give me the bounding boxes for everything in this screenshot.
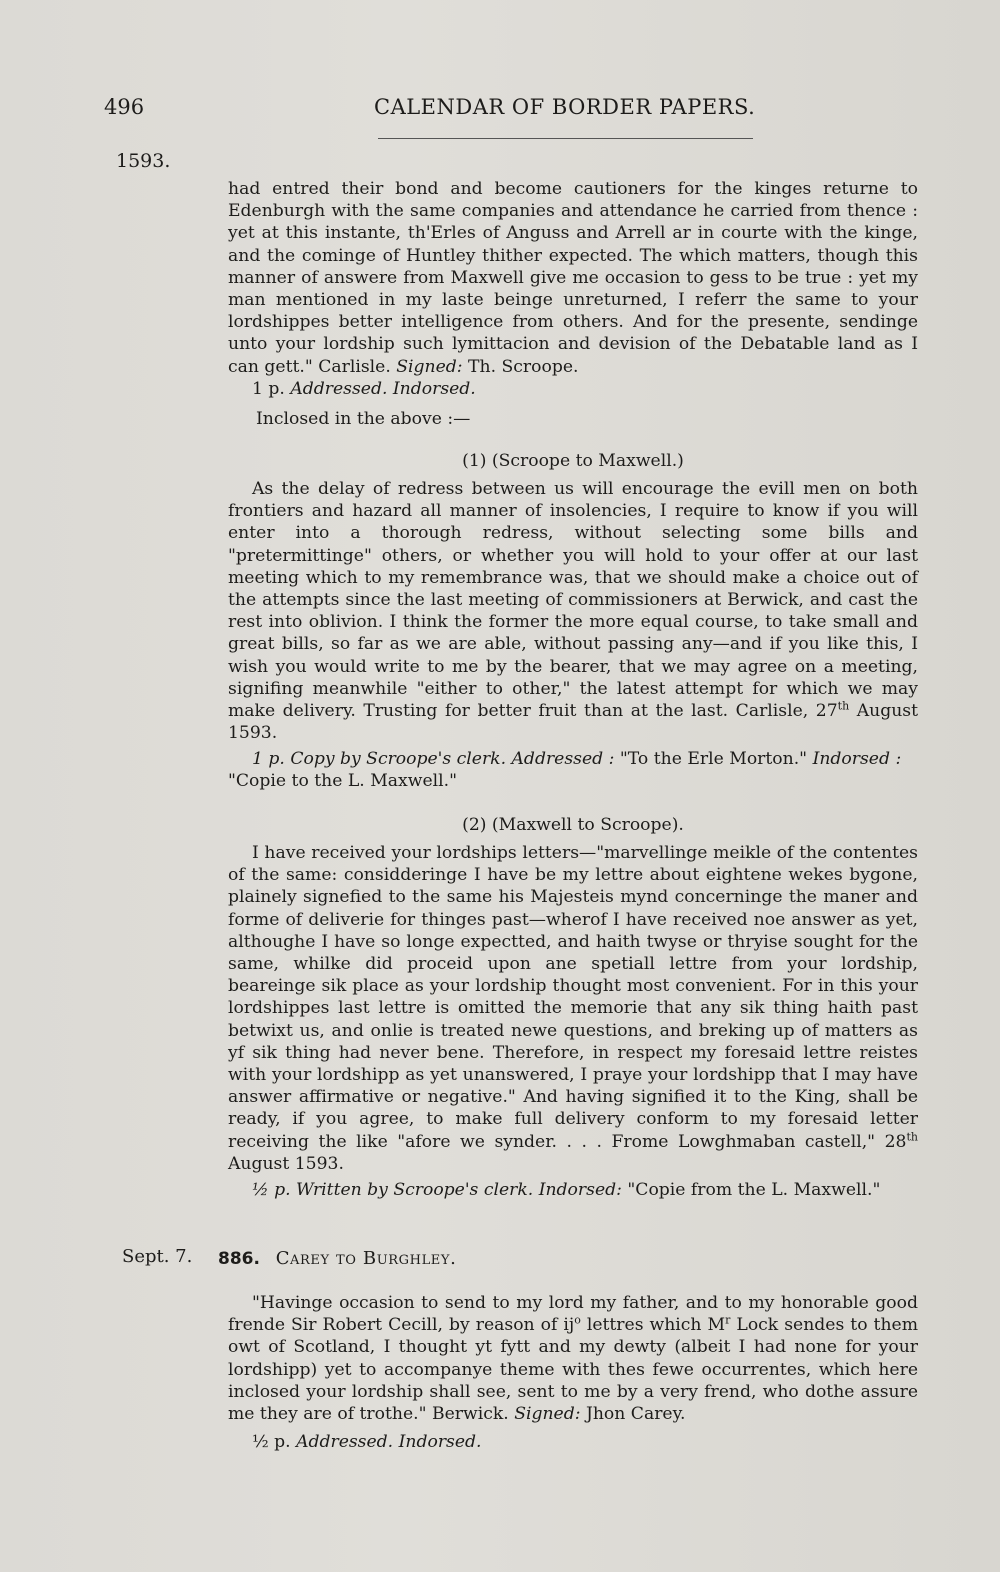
enclosure-1-date-sup: th — [837, 699, 850, 713]
enclosure-2-note-lead: ½ p. Written by Scroope's clerk. Indorsed: — [252, 1180, 622, 1201]
enclosure-1-note-indorsed: Indorsed : — [812, 749, 902, 770]
enclosure-2-heading: (2) (Maxwell to Scroope). — [462, 815, 684, 835]
enclosure-2-note-quote: "Copie from the L. Maxwell." — [627, 1180, 881, 1201]
entry-886-date: Sept. 7. — [122, 1246, 193, 1267]
year-marginal: 1593. — [116, 150, 171, 172]
signed-label: Signed: — [396, 356, 463, 377]
entry-886-title: Carey to Burghley. — [275, 1248, 457, 1269]
entry-886-text-b: lettres which M — [580, 1315, 726, 1336]
entry-886-text-c: Lock sendes to them owt of Scotland, I thought yt fytt and my dewty (albeit I had none for your lordshipp) yet to accompanye theme with thes fewe occurrentes, which here inclosed your lordship shall see, sent to me by a very frend, who dothe assure me they are of trothe." Berwick. — [228, 1315, 918, 1425]
enclosure-1-note-lead: 1 p. Copy by Scroope's clerk. Addressed : — [252, 749, 615, 770]
continuation-text: had entred their bond and become cautioners for the kinges returne to Edenburgh with the same companies and attendance he carried from thence : yet at this instante, th'Erles of Anguss and Arrell ar in courte with the kinge, and the cominge of Huntley thither expected. The which matters, though this manner of answere from Maxwell give me occasion to gess to be true : yet my man mentioned in my laste beinge unreturned, I referr the same to your lordshippes better intelligence from others. And for the presente, sendinge unto your lordship such lymittacion and devision of the Debatable land as I can gett." Carlisle. — [228, 179, 918, 377]
entry-886-paragraph — [228, 1292, 918, 1425]
continuation-block — [228, 178, 918, 430]
entry-886-note-extent: ½ p. — [252, 1432, 291, 1453]
page-number: 496 — [104, 95, 145, 119]
continuation-note — [228, 378, 918, 400]
signed-name: Th. Scroope. — [468, 356, 579, 377]
enclosure-2-text: I have received your lordships letters—"marvellinge meikle of the contentes of the same: considderinge I have be my lettre about eightene wekes bygone, plainely signefied to the same his Majesteis mynd concerninge the maner and forme of deliverie for thinges past—wherof I have received noe answer as yet, althoughe I have so longe expectted, and haith twyse or thryise sought for the same, whilke did proceid upon ane spetiall lettre from your lordship, beareinge sik place as your lordship thought most convenient. For in this your lordshippes last lettre is omitted the memorie that any sik thing haith past betwixt us, and onlie is treated newe questions, and breking up of matters as yf sik thing had never bene. Therefore, in respect my foresaid lettre reistes with your lordshipp as yet unanswered, I praye your lordshipp that I may have answer affirmative or negative." And having signified it to the King, shall be ready, if you agree, to make full delivery conform to my foresaid letter receiving the like "afore we synder. . . . Frome Lowghmaban castell," — [228, 843, 918, 1152]
header-rule — [378, 138, 753, 139]
continuation-paragraph — [228, 178, 918, 378]
enclosure-1-paragraph — [228, 478, 918, 744]
enclosure-1-note-quote-1: "To the Erle Morton." — [619, 749, 808, 770]
enclosure-1-text: As the delay of redress between us will encourage the evill men on both frontiers and hazard all manner of insolencies, I require to know if you will enter into a thorough redress, without selecting some bills and "pretermittinge" others, or whether you will hold to your offer at our last meeting which to my remembrance was, that we should make a choice out of the attempts since the last meeting of commissioners at Berwick, and cast the rest into oblivion. I think the former the more equal course, to take small and great bills, so far as we are able, without passing any—and if you like this, I wish you would write to me by the bearer, that we may agree on a meeting, signifing meanwhile "either to other," the latest attempt for which we may make delivery. Trusting for better fruit than at the last. Carlisle, — [228, 479, 918, 722]
entry-886-signed-label: Signed: — [514, 1404, 581, 1425]
entry-886-heading — [218, 1248, 456, 1269]
page-header — [104, 95, 794, 125]
entry-886-sup-r: r — [725, 1313, 731, 1327]
enclosure-1 — [228, 450, 918, 792]
enclosure-2-date-day: 28 — [884, 1131, 907, 1152]
entry-886-note-text: Addressed. Indorsed. — [296, 1432, 482, 1453]
enclosure-1-date-day: 27 — [815, 701, 838, 722]
enclosure-1-note-quote-2: "Copie to the L. Maxwell." — [228, 771, 457, 792]
entry-886-signed-name: Jhon Carey. — [585, 1404, 686, 1425]
enclosure-1-note — [228, 748, 918, 792]
entry-886-sup-o: o — [574, 1313, 581, 1327]
enclosure-2-date-sup: th — [906, 1129, 918, 1143]
enclosure-2-paragraph — [228, 842, 918, 1175]
running-title: CALENDAR OF BORDER PAPERS. — [374, 95, 756, 119]
entry-886-body — [228, 1292, 918, 1453]
entry-886-text-a: "Havinge occasion to send to my lord my father, and to my honorable good frende Sir Robert Cecill, by reason of ij — [228, 1293, 918, 1336]
inclosed-line: Inclosed in the above :— — [256, 408, 471, 429]
enclosure-1-date-rest: August 1593. — [228, 701, 918, 744]
note-text: Addressed. Indorsed. — [290, 378, 476, 399]
enclosure-2 — [228, 814, 918, 1201]
enclosure-2-note — [228, 1179, 918, 1201]
note-extent: 1 p. — [252, 378, 285, 399]
entry-886-note — [228, 1431, 918, 1453]
enclosure-1-heading: (1) (Scroope to Maxwell.) — [462, 451, 684, 471]
enclosure-2-date-rest: August 1593. — [228, 1153, 344, 1174]
entry-886-number: 886. — [218, 1249, 260, 1269]
